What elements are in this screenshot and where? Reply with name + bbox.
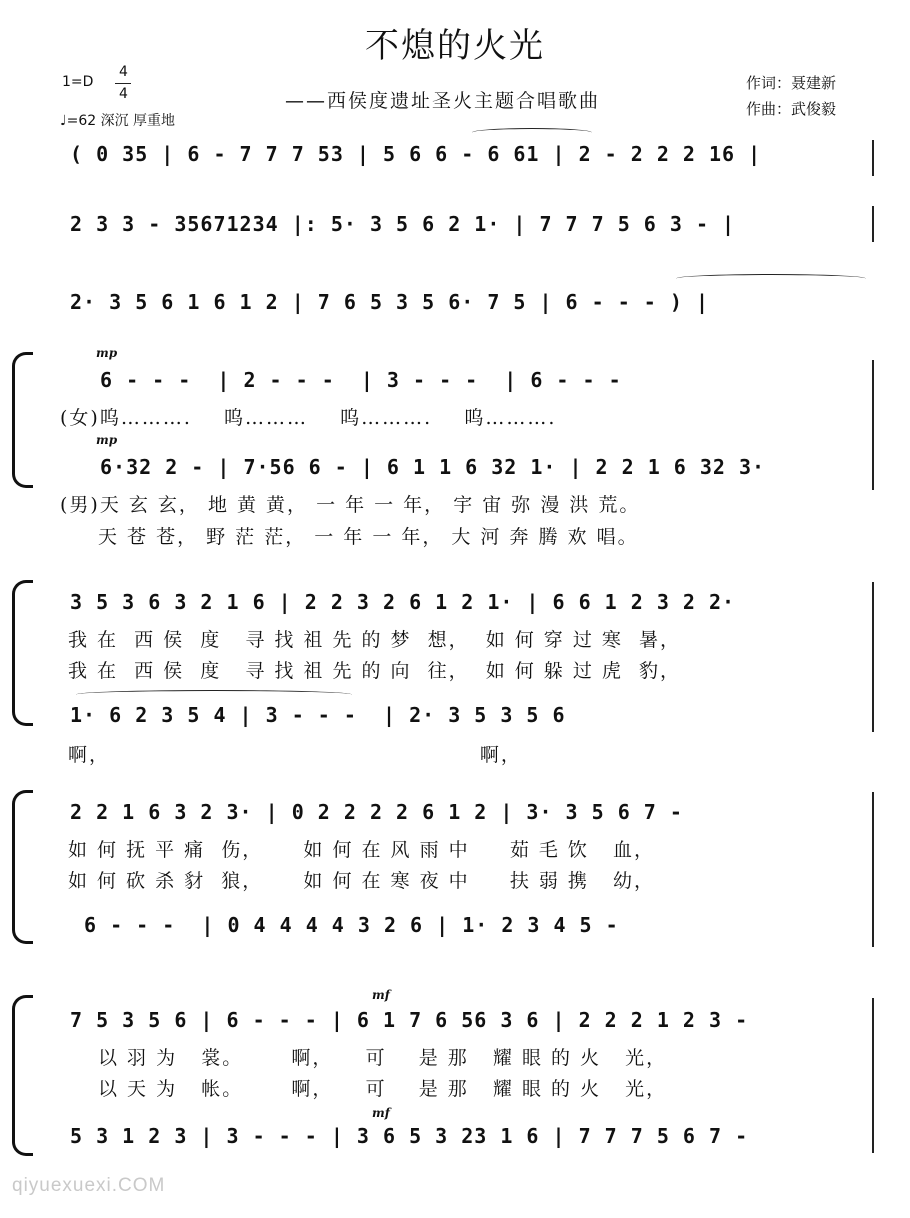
s4-lyric-2: 以 天 为 帐。 啊， 可 是 那 耀 眼 的 火 光， [98, 1078, 668, 1100]
men-lyric-2: 天 苍 苍， 野 茫 茫， 一 年 一 年， 大 河 奔 腾 欢 唱。 [98, 526, 639, 548]
intro-tie [676, 274, 866, 283]
intro-line-2: 2 3 3 - 35671234 |: 5· 3 5 6 2 1· | 7 7 7 5 6 3 - | [70, 212, 736, 236]
barline [872, 140, 874, 176]
dynamic-mf-top: mf [372, 988, 390, 1002]
s4-low-notes: 5 3 1 2 3 | 3 - - - | 3 6 5 3 23 1 6 | 7 7 7 5 6 7 - [70, 1124, 749, 1148]
s2-low-notes: 1· 6 2 3 5 4 | 3 - - - | 2· 3 5 3 5 6 [70, 703, 566, 727]
barline [872, 582, 874, 732]
barline [872, 206, 874, 242]
system-brace-2 [12, 580, 33, 726]
song-subtitle: ——西侯度遗址圣火主题合唱歌曲 [285, 90, 601, 112]
composer-credit: 作曲：武俊毅 [746, 100, 837, 118]
s4-lyric-1: 以 羽 为 裳。 啊， 可 是 那 耀 眼 的 火 光， [98, 1047, 668, 1069]
barline [872, 360, 874, 490]
system-brace-1 [12, 352, 33, 488]
barline [872, 998, 874, 1153]
s2-low-lyric: 啊， 啊， [68, 744, 522, 766]
dynamic-mp-women: mp [96, 346, 118, 360]
s2-low-slur [76, 690, 352, 699]
s2-lyric-1: 我 在 西 侯 度 寻 找 祖 先 的 梦 想， 如 何 穿 过 寒 暑， [68, 629, 681, 651]
s2-top-notes: 3 5 3 6 3 2 1 6 | 2 2 3 2 6 1 2 1· | 6 6 1 2 3 2 2· [70, 590, 736, 614]
s3-lyric-1: 如 何 抚 平 痛 伤， 如 何 在 风 雨 中 茹 毛 饮 血， [68, 839, 656, 861]
s3-low-notes: 6 - - - | 0 4 4 4 4 3 2 6 | 1· 2 3 4 5 - [84, 913, 619, 937]
dynamic-mp-men: mp [96, 433, 118, 447]
barline [872, 792, 874, 947]
time-signature-rule [115, 83, 131, 84]
s3-lyric-2: 如 何 砍 杀 豺 狼， 如 何 在 寒 夜 中 扶 弱 携 幼， [68, 870, 656, 892]
dynamic-mf-low: mf [372, 1106, 390, 1120]
site-watermark: qiyuexuexi.COM [12, 1175, 166, 1196]
song-title: 不熄的火光 [365, 26, 545, 66]
key-signature: 1=D [62, 74, 94, 90]
tempo-marking: ♩=62 深沉 厚重地 [60, 113, 176, 129]
s4-top-notes: 7 5 3 5 6 | 6 - - - | 6 1 7 6 56 3 6 | 2 2 2 1 2 3 - [70, 1008, 749, 1032]
men-lyric-1: (男)天 玄 玄， 地 黄 黄， 一 年 一 年， 宇 宙 弥 漫 洪 荒。 [60, 494, 641, 516]
intro-line-3: 2· 3 5 6 1 6 1 2 | 7 6 5 3 5 6· 7 5 | 6 - - - ) | [70, 290, 710, 314]
intro-line-1: ( 0 35 | 6 - 7 7 7 53 | 5 6 6 - 6 61 | 2 - 2 2 2 16 | [70, 142, 762, 166]
s3-top-notes: 2 2 1 6 3 2 3· | 0 2 2 2 2 6 1 2 | 3· 3 5 6 7 - [70, 800, 683, 824]
system-brace-4 [12, 995, 33, 1156]
s2-lyric-2: 我 在 西 侯 度 寻 找 祖 先 的 向 往， 如 何 躲 过 虎 豹， [68, 660, 681, 682]
time-signature-top: 4 [119, 64, 128, 80]
time-signature-bottom: 4 [119, 86, 128, 102]
men-notes: 6·32 2 - | 7·56 6 - | 6 1 1 6 32 1· | 2 2 1 6 32 3· [100, 455, 766, 479]
lyricist-credit: 作词：聂建新 [746, 74, 837, 92]
system-brace-3 [12, 790, 33, 944]
women-notes: 6 - - - | 2 - - - | 3 - - - | 6 - - - [100, 368, 622, 392]
intro-slur [472, 128, 592, 137]
women-lyric: (女)呜………. 呜……… 呜………. 呜………. [60, 407, 557, 429]
